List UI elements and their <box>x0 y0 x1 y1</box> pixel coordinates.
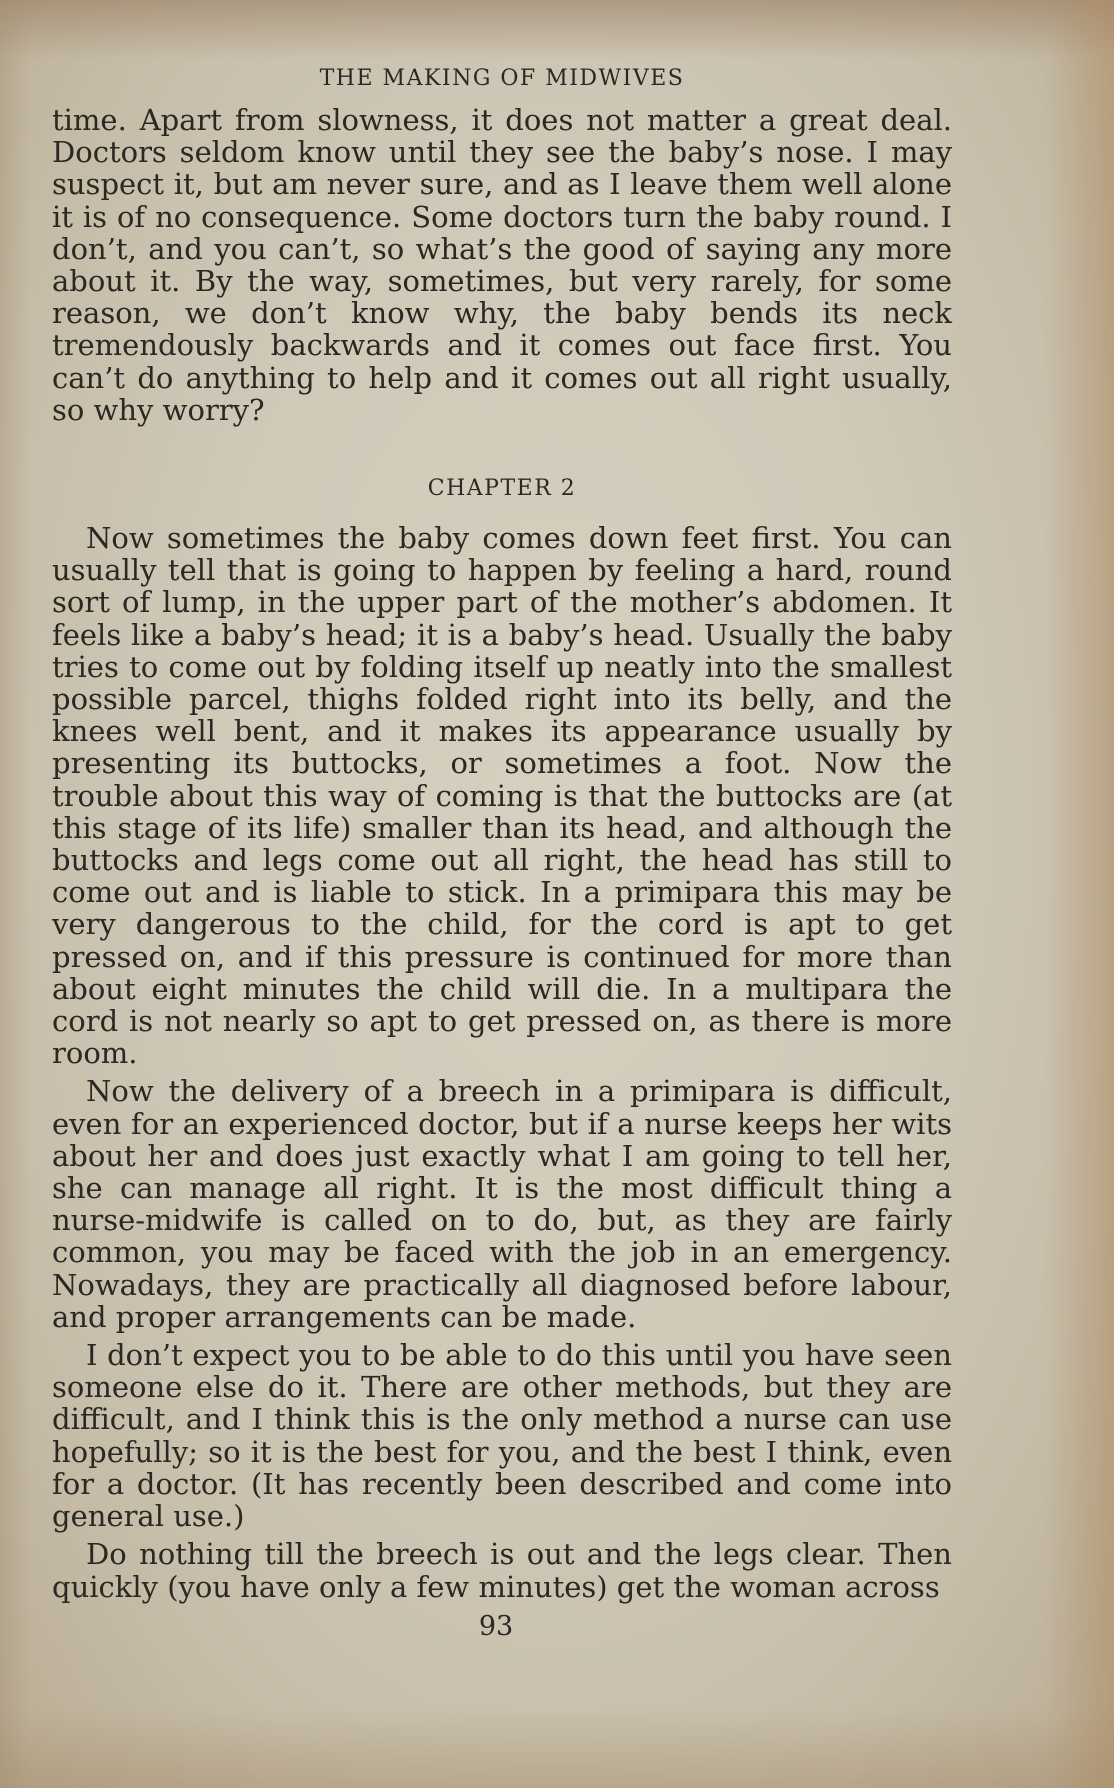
page-edge-shading-right <box>1044 0 1114 1788</box>
continued-paragraph: time. Apart from slowness, it does not matter a great deal. Doctors seldom know until they see the baby’s nose. I may suspect it, but am never sure, and as I leave them well alone it is of no consequence. Some doctors turn the baby round. I don’t, and you can’t, so what’s the good of saying any more about it. By the way, sometimes, but very rarely, for some reason, we don’t know why, the baby bends its neck tremendously backwards and it comes out face first. You can’t do anything to help and it comes out all right usually, so why worry? <box>52 103 952 427</box>
page-edge-shading-bottom <box>0 1708 1114 1788</box>
paragraph: Do nothing till the breech is out and the legs clear. Then quickly (you have only a few minutes) get the woman across <box>52 1537 952 1604</box>
running-head: THE MAKING OF MIDWIVES <box>319 66 685 91</box>
continued-text-block <box>52 104 952 426</box>
paragraph: I don’t expect you to be able to do this until you have seen someone else do it. There are other methods, but they are difficult, and I think this is the only method a nurse can use hopefully; so it is the best for you, and the best I think, even for a doctor. (It has recently been described and come into general use.) <box>52 1338 952 1534</box>
page-edge-shading-top <box>0 0 1114 60</box>
chapter-body <box>52 522 952 1603</box>
page-edge-shading-left <box>0 0 30 1788</box>
chapter-heading: CHAPTER 2 <box>427 476 577 501</box>
paragraph: Now sometimes the baby comes down feet first. You can usually tell that is going to happen by feeling a hard, round sort of lump, in the upper part of the mother’s abdomen. It feels like a baby’s head; it is a baby’s head. Usually the baby tries to come out by folding itself up neatly into the smallest possible parcel, thighs folded right into its belly, and the knees well bent, and it makes its appearance usually by presenting its buttocks, or sometimes a foot. Now the trouble about this way of coming is that the buttocks are (at this stage of its life) smaller than its head, and although the buttocks and legs come out all right, the head has still to come out and is liable to stick. In a primipara this may be very dangerous to the child, for the cord is apt to get pressed on, and if this pressure is continued for more than about eight minutes the child will die. In a multipara the cord is not nearly so apt to get pressed on, as there is more room. <box>52 521 952 1071</box>
page-number: 93 <box>478 1611 514 1642</box>
paragraph: Now the delivery of a breech in a primipara is difficult, even for an experienced doctor, but if a nurse keeps her wits about her and does just exactly what I am going to tell her, she can manage all right. It is the most difficult thing a nurse-midwife is called on to do, but, as they are fairly common, you may be faced with the job in an emergency. Nowadays, they are practically all diagnosed before labour, and proper arrangements can be made. <box>52 1074 952 1334</box>
